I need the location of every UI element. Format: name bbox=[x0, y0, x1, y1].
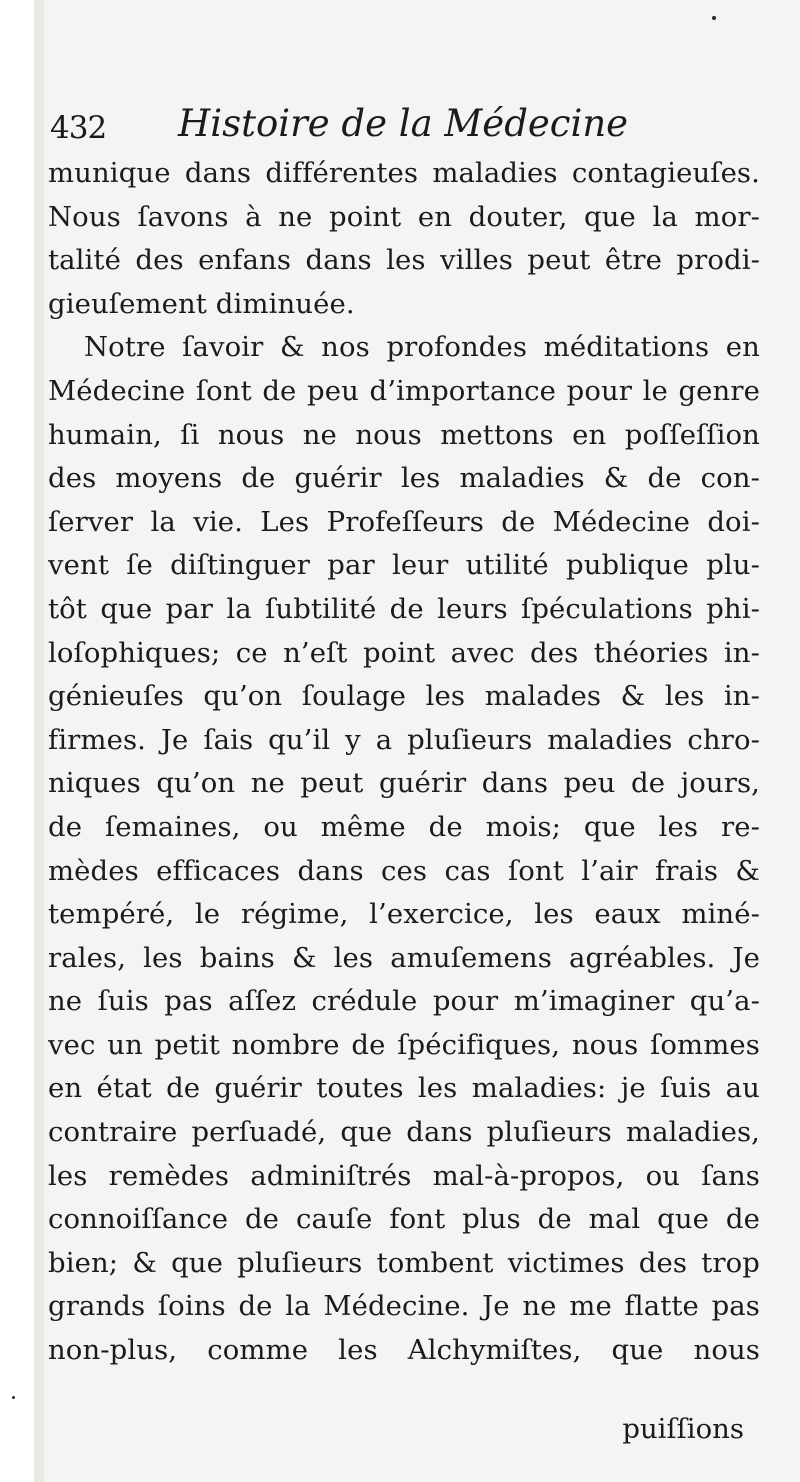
text-line: tempéré, le régime, l’exercice, les eaux miné- bbox=[48, 898, 760, 931]
text-line: en état de guérir toutes les maladies: je ſuis au bbox=[48, 1072, 760, 1105]
text-line: non-plus, comme les Alchymiſtes, que nous bbox=[48, 1334, 760, 1367]
body-text bbox=[48, 152, 760, 1373]
text-line: niques qu’on ne peut guérir dans peu de jours, bbox=[48, 767, 760, 800]
text-line: talité des enfans dans les villes peut être prodi- bbox=[48, 244, 760, 277]
text-line: Nous ſavons à ne point en douter, que la mor- bbox=[48, 200, 760, 233]
catchword: puiſſions bbox=[622, 1413, 744, 1445]
ink-speck bbox=[12, 1396, 15, 1399]
text-line: firmes. Je ſais qu’il y a pluſieurs maladies chro- bbox=[48, 723, 760, 756]
text-line: vent ſe diſtinguer par leur utilité publique plu- bbox=[48, 549, 760, 582]
text-line: ne ſuis pas aſſez crédule pour m’imaginer qu’a- bbox=[48, 985, 760, 1018]
running-head bbox=[50, 96, 750, 156]
text-line: les remèdes adminiſtrés mal-à-propos, ou ſans bbox=[48, 1159, 760, 1192]
gutter-shadow bbox=[34, 0, 44, 1482]
text-line: grands ſoins de la Médecine. Je ne me flatte pas bbox=[48, 1290, 760, 1323]
running-title: Histoire de la Médecine bbox=[178, 102, 629, 145]
text-line: gieuſement diminuée. bbox=[48, 287, 355, 320]
text-line: génieuſes qu’on ſoulage les malades & les in- bbox=[48, 680, 760, 713]
text-line: contraire perſuadé, que dans pluſieurs maladies, bbox=[48, 1116, 760, 1149]
ink-speck bbox=[712, 16, 716, 20]
text-line: munique dans différentes maladies contagieuſes. bbox=[48, 157, 760, 189]
text-line: ſerver la vie. Les Profeſſeurs de Médecine doi- bbox=[48, 505, 760, 538]
text-line: Médecine ſont de peu d’importance pour le genre bbox=[48, 374, 760, 407]
text-line: connoiſſance de cauſe font plus de mal que de bbox=[48, 1203, 760, 1236]
page-left-margin bbox=[0, 0, 34, 1482]
text-line: mèdes efficaces dans ces cas ſont l’air frais & bbox=[48, 854, 760, 887]
paragraph-first-line: Notre ſavoir & nos profondes méditations en bbox=[84, 331, 760, 364]
text-line: bien; & que pluſieurs tombent victimes des trop bbox=[48, 1246, 760, 1279]
text-line: tôt que par la ſubtilité de leurs ſpéculations phi- bbox=[48, 592, 760, 625]
text-line: vec un petit nombre de ſpécifiques, nous ſommes bbox=[48, 1028, 760, 1061]
text-line: loſophiques; ce n’eſt point avec des théories in- bbox=[48, 636, 760, 669]
text-line: des moyens de guérir les maladies & de con- bbox=[48, 462, 760, 495]
text-line: de ſemaines, ou même de mois; que les re- bbox=[48, 810, 760, 843]
page-number: 432 bbox=[50, 110, 107, 146]
text-line: rales, les bains & les amuſemens agréables. Je bbox=[48, 941, 760, 974]
text-line: humain, ſi nous ne nous mettons en poſſeſſion bbox=[48, 418, 760, 451]
